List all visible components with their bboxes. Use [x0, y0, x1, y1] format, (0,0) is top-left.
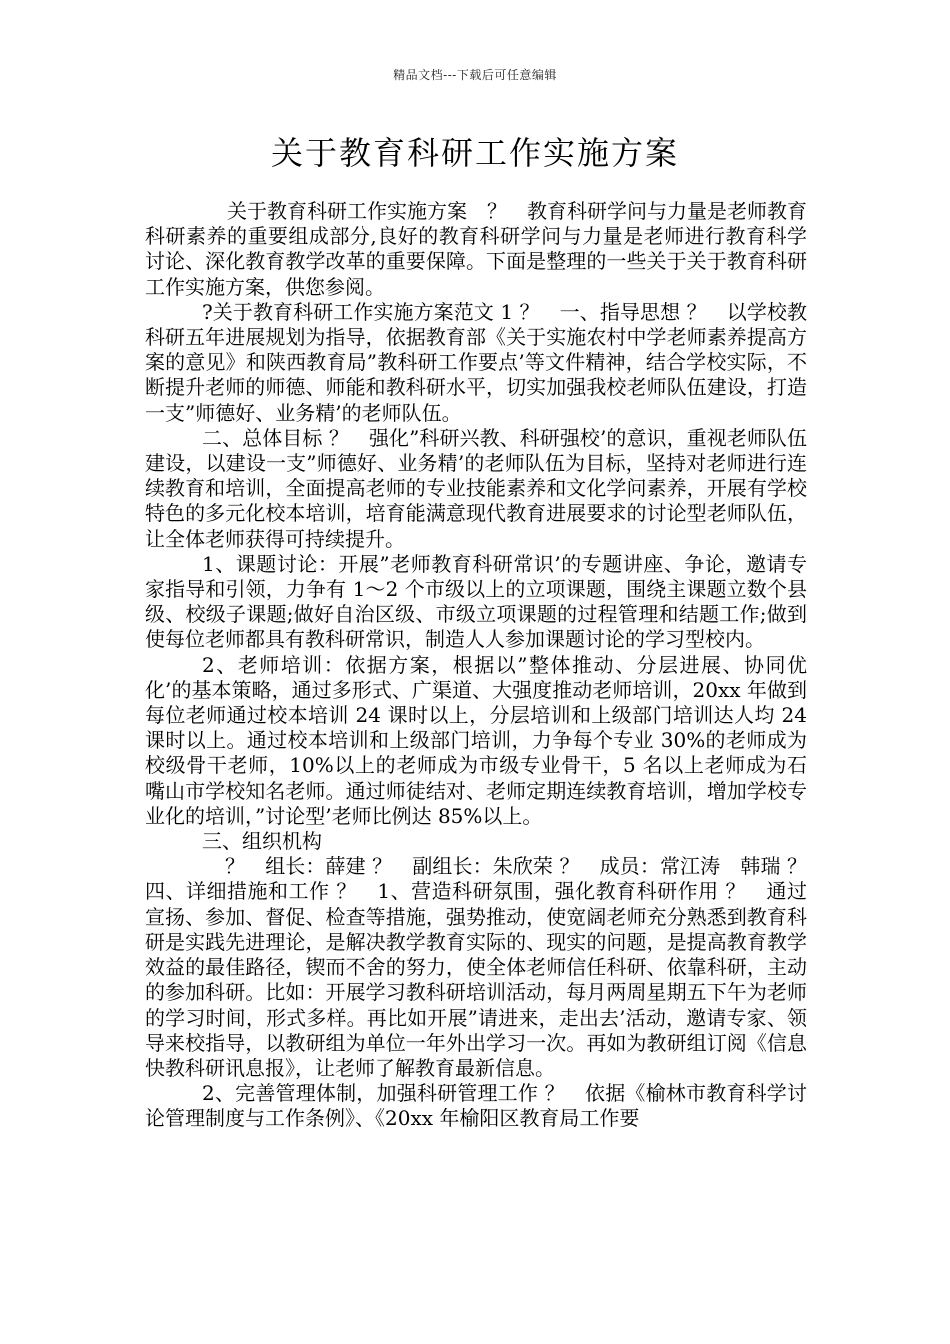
document-title: 关于教育科研工作实施方案: [270, 134, 679, 172]
paragraph-organization-heading: 三、组织机构: [202, 829, 322, 854]
paragraph-teacher-training: 2、老师培训：依据方案，根据以”整体推动、分层进展、协同优化’的基本策略，通过多形式、广渠道、大强度推动老师培训，20xx 年做到每位老师通过校本培训 24 课时以上，分层培训和上级部门培训达人均 24 课时以上。通过校本培训和上级部门培训，力争每个专业 30%的老师成为校级骨干老师，10%以上的老师成为市级专业骨干，5 名以上老师成为石嘴山市学校知名老师。通过师徒结对、老师定期连续教育培训，增加学校专业化的培训，”讨论型’老师比例达 85%以上。: [145, 652, 807, 828]
paragraph-topic-research: 1、课题讨论：开展”老师教育科研常识’的专题讲座、争论，邀请专家指导和引领，力争有 1～2 个市级以上的立项课题，围绕主课题立数个县级、校级子课题;做好自治区级、市级立项课题的过程管理和结题工作;做到使每位老师都具有教科研常识，制造人人参加课题讨论的学习型校内。: [145, 551, 807, 652]
document-body: [145, 199, 827, 1132]
paragraph-guiding-ideology: ?关于教育科研工作实施方案范文 1 ？ 一、指导思想 ？ 以学校教科研五年进展规划为指导，依据教育部《关于实施农村中学老师素养提高方案的意见》和陕西教育局”教科研工作要点’等文件精神，结合学校实际，不断提升老师的师德、师能和教科研水平，切实加强我校老师队伍建设，打造一支”师德好、业务精’的老师队伍。: [145, 299, 807, 425]
paragraph-organization-and-measures: ？ 组长：薛建 ？ 副组长：朱欣荣 ？ 成员：常江涛 韩瑞 ？ 四、详细措施和工作 ？ 1、营造科研氛围，强化教育科研作用 ？ 通过宣扬、参加、督促、检查等措施，强势推动，使宽阔老师充分熟悉到教育科研是实践先进理论，是解决教学教育实际的、现实的问题，是提高教育教学效益的最佳路径，锲而不舍的努力，使全体老师信任科研、依靠科研，主动的参加科研。比如：开展学习教科研培训活动，每月两周星期五下午为老师的学习时间，形式多样。再比如开展”请进来，走出去’活动，邀请专家、领导来校指导，以教研组为单位一年外出学习一次。再如为教研组订阅《信息快教科研讯息报》，让老师了解教育最新信息。: [145, 854, 827, 1080]
paragraph-management-system: 2、完善管理体制，加强科研管理工作 ？ 依据《榆林市教育科学讨论管理制度与工作条例》、《20xx 年榆阳区教育局工作要: [145, 1081, 807, 1131]
paragraph-intro: 关于教育科研工作实施方案 ？ 教育科研学问与力量是老师教育科研素养的重要组成部分,良好的教育科研学问与力量是老师进行教育科学讨论、深化教育教学改革的重要保障。下面是整理的一些关于关于教育科研工作实施方案，供您参阅。: [145, 199, 807, 299]
header-note: 精品文档---下载后可任意编辑: [393, 68, 557, 82]
paragraph-overall-goal: 二、总体目标 ？ 强化”科研兴教、科研强校’的意识，重视老师队伍建设，以建设一支”师德好、业务精’的老师队伍为目标，坚持对老师进行连续教育和培训，全面提高老师的专业技能素养和文化学问素养，开展有学校特色的多元化校本培训，培育能满意现代教育进展要求的讨论型老师队伍，让全体老师获得可持续提升。: [145, 425, 807, 551]
